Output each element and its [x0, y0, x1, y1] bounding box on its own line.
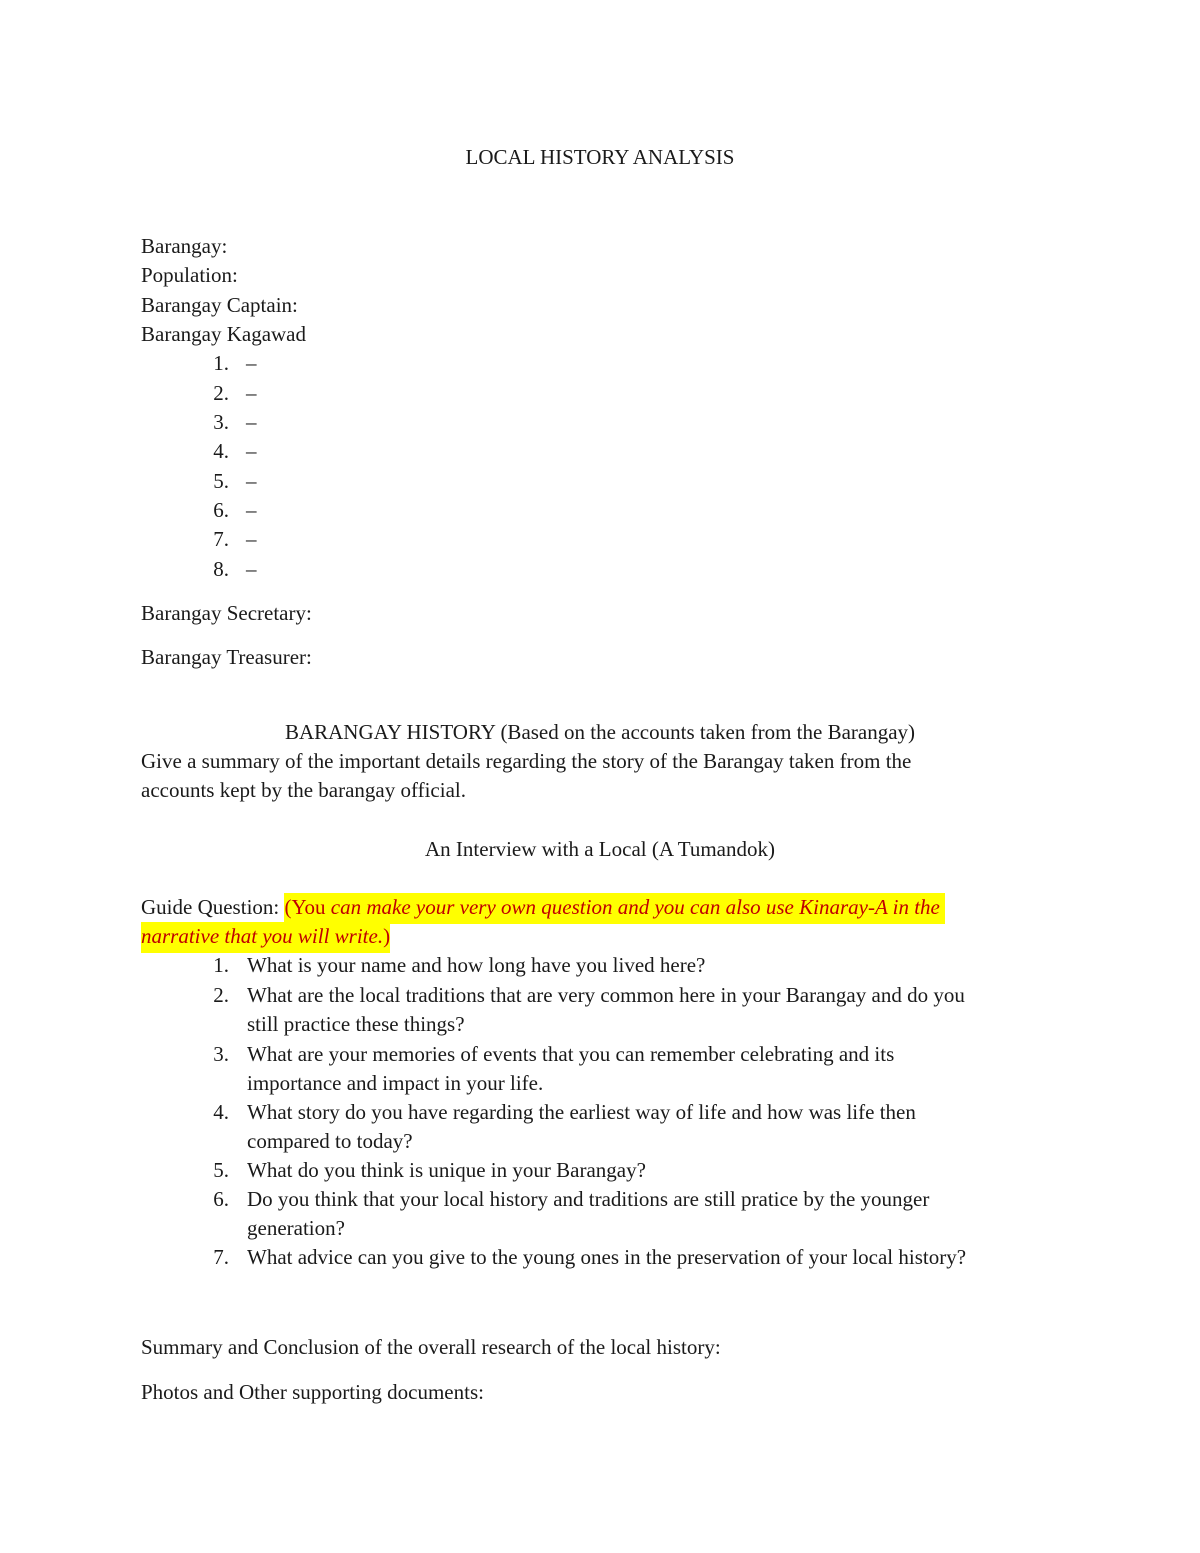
page-title: LOCAL HISTORY ANALYSIS [465, 145, 735, 169]
guide-question-line-2 [141, 926, 390, 947]
question-number: 1. [213, 953, 229, 977]
list-item-value: – [246, 527, 257, 551]
list-item-value: – [246, 557, 257, 581]
photos-documents-label: Photos and Other supporting documents: [141, 1380, 484, 1404]
question-text: What advice can you give to the young ones in the preservation of your local history? [247, 1245, 967, 1269]
list-item-value: – [246, 410, 257, 434]
guide-note-text-1: can make your very own question and you can also use Kinaray-A in the [330, 895, 940, 919]
list-item-value: – [246, 381, 257, 405]
guide-question-label: Guide Question: [141, 895, 285, 919]
question-text-continued: importance and impact in your life. [247, 1071, 544, 1095]
question-number: 7. [213, 1245, 229, 1269]
question-text: What are the local traditions that are very common here in your Barangay and do you [247, 983, 965, 1007]
guide-note-highlight-2 [141, 922, 390, 953]
field-barangay-treasurer: Barangay Treasurer: [141, 645, 312, 669]
list-item-number: 4. [213, 439, 229, 463]
field-barangay-kagawad: Barangay Kagawad [141, 322, 307, 346]
question-text-continued: compared to today? [247, 1129, 413, 1153]
list-item-number: 7. [213, 527, 229, 551]
field-barangay-secretary: Barangay Secretary: [141, 601, 312, 625]
list-item-value: – [246, 351, 257, 375]
summary-conclusion-label: Summary and Conclusion of the overall research of the local history: [141, 1335, 721, 1359]
history-instructions-line-1: Give a summary of the important details regarding the story of the Barangay taken from the [141, 749, 912, 773]
question-text: What story do you have regarding the earliest way of life and how was life then [247, 1100, 916, 1124]
guide-note-open: (You [284, 895, 331, 919]
list-item-number: 6. [213, 498, 229, 522]
question-number: 3. [213, 1042, 229, 1066]
question-number: 6. [213, 1187, 229, 1211]
list-item-value: – [246, 439, 257, 463]
question-number: 2. [213, 983, 229, 1007]
history-heading: BARANGAY HISTORY (Based on the accounts taken from the Barangay) [284, 720, 916, 744]
question-text-continued: still practice these things? [247, 1012, 465, 1036]
list-item-number: 3. [213, 410, 229, 434]
field-barangay: Barangay: [141, 234, 228, 258]
list-item-value: – [246, 498, 257, 522]
guide-note-text-2: narrative that you will write. [141, 924, 384, 948]
interview-heading: An Interview with a Local (A Tumandok) [425, 837, 775, 861]
guide-note-highlight [284, 893, 945, 924]
history-instructions-line-2: accounts kept by the barangay official. [141, 778, 466, 802]
question-text: What are your memories of events that you can remember celebrating and its [247, 1042, 895, 1066]
list-item-number: 8. [213, 557, 229, 581]
question-text: What do you think is unique in your Barangay? [247, 1158, 646, 1182]
list-item-number: 5. [213, 469, 229, 493]
question-text: Do you think that your local history and traditions are still pratice by the younger [247, 1187, 930, 1211]
guide-note-close: ) [383, 924, 391, 948]
list-item-number: 1. [213, 351, 229, 375]
question-text: What is your name and how long have you lived here? [247, 953, 706, 977]
question-number: 4. [213, 1100, 229, 1124]
list-item-number: 2. [213, 381, 229, 405]
question-number: 5. [213, 1158, 229, 1182]
guide-question-line-1 [141, 897, 945, 918]
field-barangay-captain: Barangay Captain: [141, 293, 298, 317]
list-item-value: – [246, 469, 257, 493]
question-text-continued: generation? [247, 1216, 345, 1240]
field-population: Population: [141, 263, 238, 287]
